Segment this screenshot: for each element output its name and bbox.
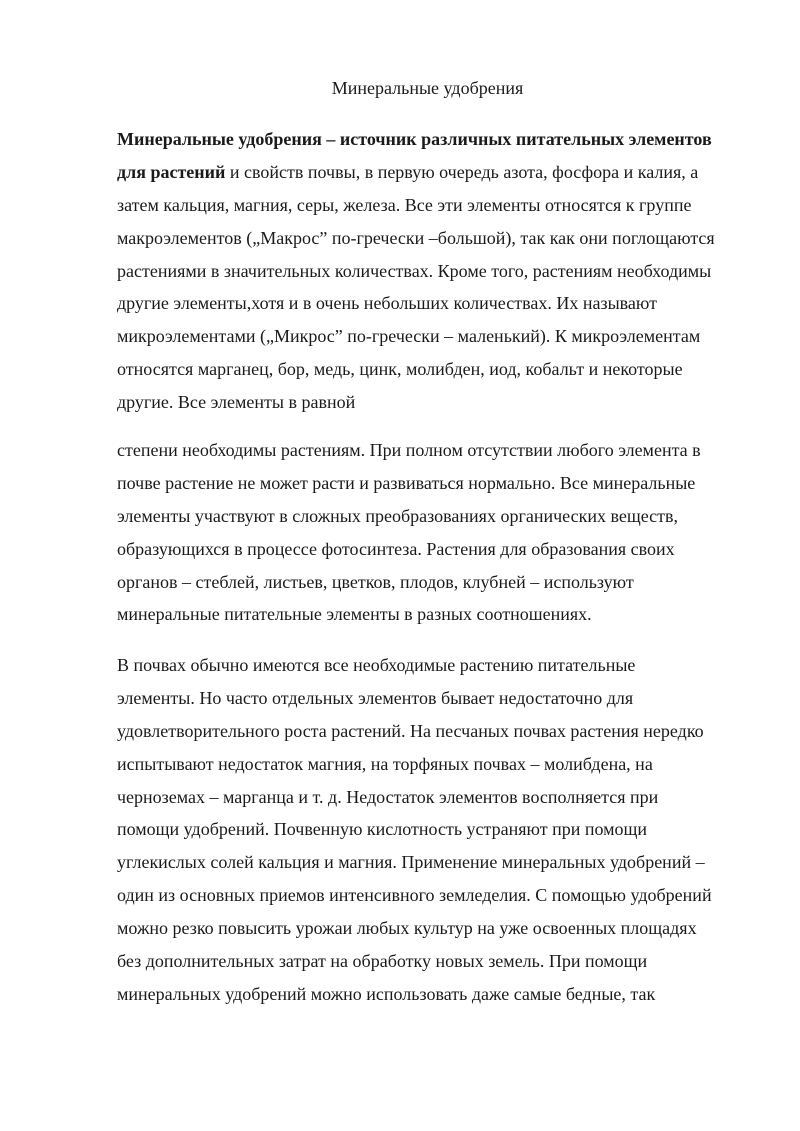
- paragraph-3-line-9: можно резко повысить урожаи любых культур на уже освоенных площадях: [117, 918, 697, 939]
- paragraph-1-line-1: Минеральные удобрения – источник различных питательных элементов: [117, 129, 712, 149]
- paragraph-3: [117, 653, 757, 1015]
- paragraph-1-line-9: другие. Все элементы в равной: [117, 392, 356, 413]
- bold-lead-text: для растений: [117, 161, 226, 182]
- paragraph-2-line-4: образующихся в процессе фотосинтеза. Растения для образования своих: [117, 538, 675, 559]
- paragraph-3-line-7: углекислых солей кальция и магния. Применение минеральных удобрений –: [117, 852, 705, 873]
- paragraph-3-line-11: минеральных удобрений можно использовать даже самые бедные, так: [117, 983, 656, 1004]
- paragraph-1-line-7: микроэлементами („Микрос” по-гречески – маленький). К микроэлементам: [117, 326, 701, 347]
- paragraph-3-line-3: удовлетворительного роста растений. На песчаных почвах растения нередко: [117, 720, 704, 741]
- paragraph-1-line-3: затем кальция, магния, серы, железа. Все эти элементы относятся к группе: [117, 194, 692, 215]
- paragraph-3-line-5: черноземах – марганца и т. д. Недостаток элементов восполняется при: [117, 786, 659, 807]
- paragraph-1-line-2-rest: и свойств почвы, в первую очередь азота, фосфора и калия, а: [225, 161, 699, 182]
- paragraph-1-line-6: другие элементы,хотя и в очень небольших количествах. Их называют: [117, 293, 657, 314]
- paragraph-1: [117, 127, 757, 423]
- paragraph-1-line-5: растениями в значительных количествах. Кроме того, растениям необходимы: [117, 260, 712, 281]
- paragraph-3-line-1: В почвах обычно имеются все необходимые растению питательные: [117, 655, 636, 675]
- paragraph-1-line-8: относятся марганец, бор, медь, цинк, молибден, иод, кобальт и некоторые: [117, 359, 683, 380]
- document-title: Минеральные удобрения: [331, 78, 524, 98]
- paragraph-2-line-5: органов – стеблей, листьев, цветков, плодов, клубней – используют: [117, 571, 634, 592]
- paragraph-2-line-1: степени необходимы растениям. При полном отсутствии любого элемента в: [117, 440, 701, 460]
- paragraph-2: [117, 438, 757, 635]
- paragraph-2-line-2: почве растение не может расти и развиваться нормально. Все минеральные: [117, 472, 696, 493]
- paragraph-3-line-2: элементы. Но часто отдельных элементов бывает недостаточно для: [117, 687, 634, 708]
- paragraph-3-line-10: без дополнительных затрат на обработку новых земель. При помощи: [117, 951, 648, 972]
- paragraph-1-line-2: [117, 160, 757, 193]
- paragraph-3-line-8: один из основных приемов интенсивного земледелия. С помощью удобрений: [117, 885, 712, 906]
- paragraph-2-line-6: минеральные питательные элементы в разных соотношениях.: [117, 604, 592, 625]
- paragraph-1-line-4: макроэлементов („Макрос” по-гречески –большой), так как они поглощаются: [117, 227, 715, 248]
- paragraph-2-line-3: элементы участвуют в сложных преобразованиях органических веществ,: [117, 505, 678, 526]
- paragraph-3-line-4: испытывают недостаток магния, на торфяных почвах – молибдена, на: [117, 753, 653, 774]
- paragraph-3-line-6: помощи удобрений. Почвенную кислотность устраняют при помощи: [117, 819, 648, 840]
